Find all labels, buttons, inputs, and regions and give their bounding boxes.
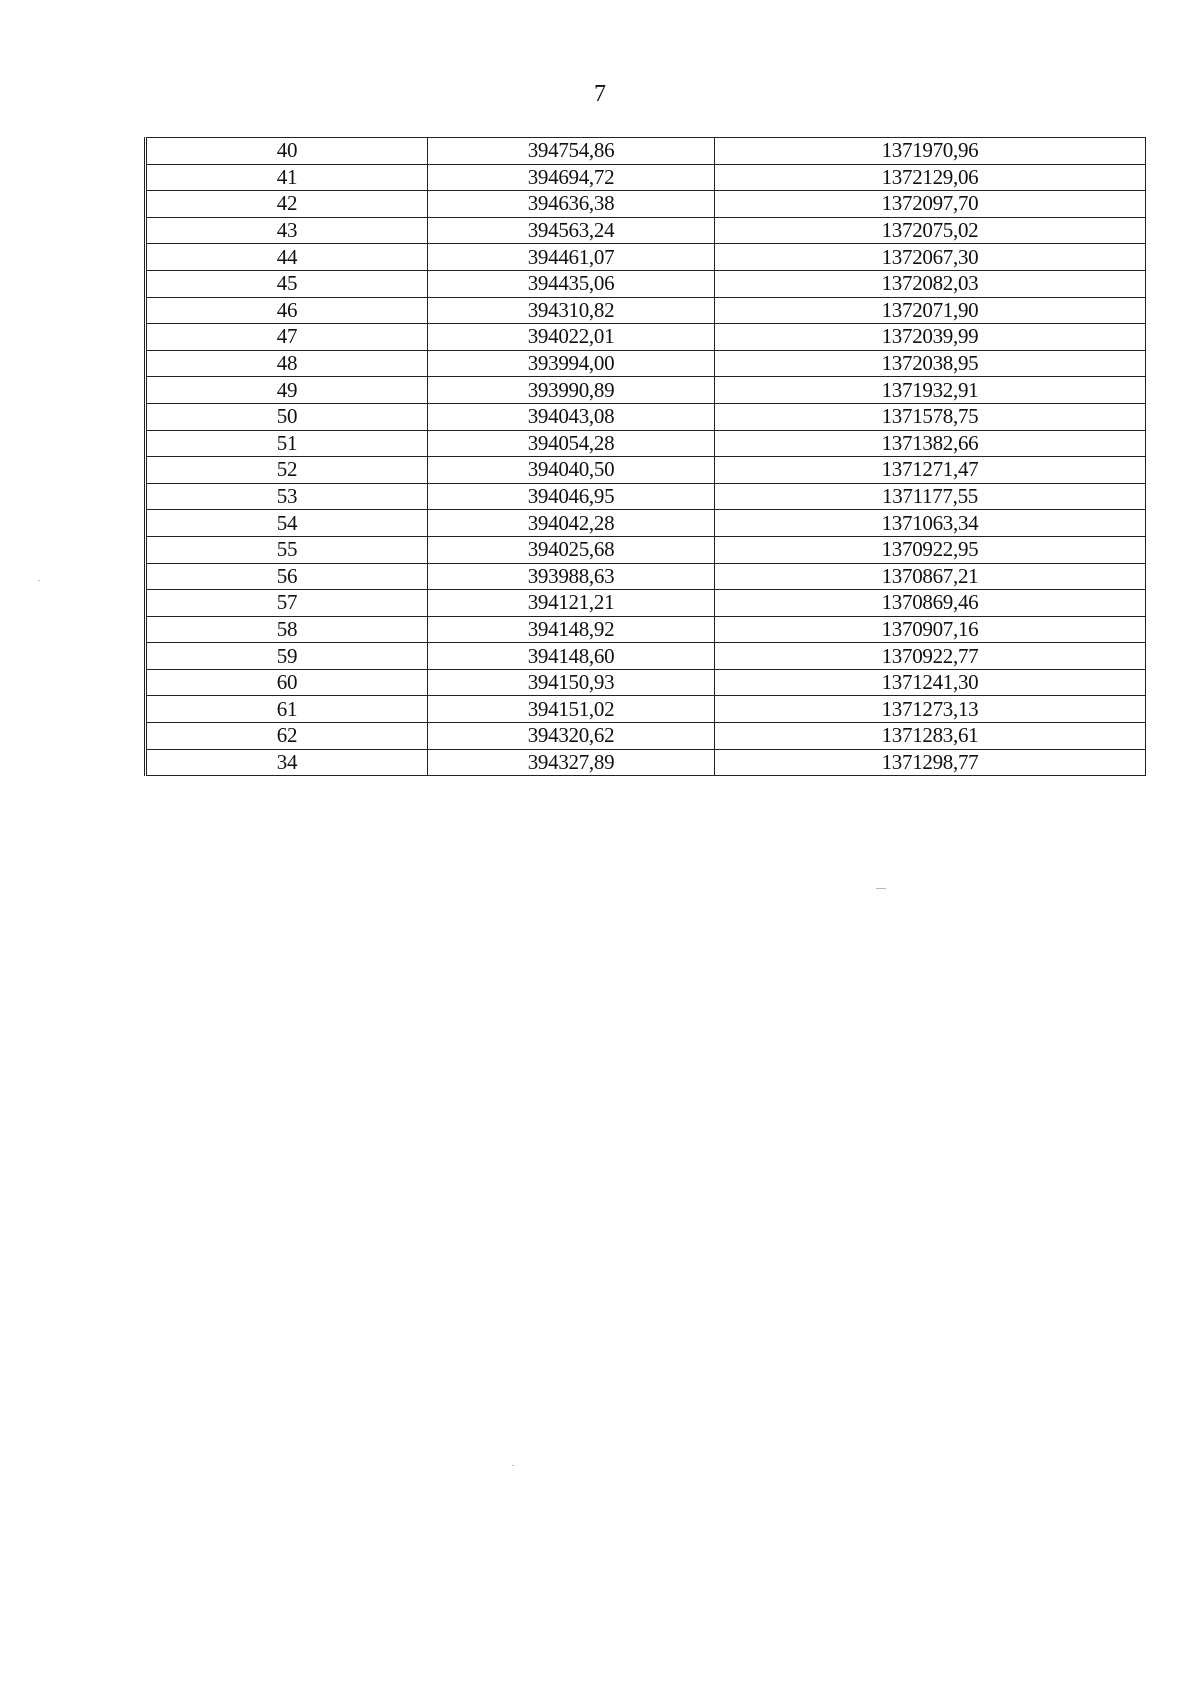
y-coordinate-cell: 1371271,47 — [715, 457, 1146, 484]
table-row — [146, 563, 1146, 590]
x-coordinate-cell: 394121,21 — [428, 590, 715, 617]
x-coordinate-cell: 393990,89 — [428, 377, 715, 404]
y-coordinate-cell: 1370907,16 — [715, 616, 1146, 643]
y-coordinate-cell: 1372039,99 — [715, 324, 1146, 351]
y-coordinate-cell: 1370922,77 — [715, 643, 1146, 670]
y-coordinate-cell: 1372082,03 — [715, 270, 1146, 297]
x-coordinate-cell: 394754,86 — [428, 138, 715, 165]
y-coordinate-cell: 1371177,55 — [715, 483, 1146, 510]
point-number-cell: 41 — [146, 164, 428, 191]
coordinates-table-body — [146, 138, 1146, 776]
point-number-cell: 56 — [146, 563, 428, 590]
x-coordinate-cell: 394310,82 — [428, 297, 715, 324]
point-number-cell: 46 — [146, 297, 428, 324]
y-coordinate-cell: 1372038,95 — [715, 350, 1146, 377]
scan-speck — [38, 580, 40, 581]
y-coordinate-cell: 1371970,96 — [715, 138, 1146, 165]
x-coordinate-cell: 394151,02 — [428, 696, 715, 723]
point-number-cell: 60 — [146, 669, 428, 696]
scan-speck — [512, 1465, 514, 1466]
x-coordinate-cell: 393988,63 — [428, 563, 715, 590]
point-number-cell: 45 — [146, 270, 428, 297]
table-row — [146, 217, 1146, 244]
point-number-cell: 53 — [146, 483, 428, 510]
y-coordinate-cell: 1372071,90 — [715, 297, 1146, 324]
x-coordinate-cell: 394040,50 — [428, 457, 715, 484]
point-number-cell: 61 — [146, 696, 428, 723]
x-coordinate-cell: 394150,93 — [428, 669, 715, 696]
y-coordinate-cell: 1371063,34 — [715, 510, 1146, 537]
point-number-cell: 59 — [146, 643, 428, 670]
y-coordinate-cell: 1371382,66 — [715, 430, 1146, 457]
x-coordinate-cell: 394148,60 — [428, 643, 715, 670]
table-row — [146, 138, 1146, 165]
table-row — [146, 643, 1146, 670]
x-coordinate-cell: 394022,01 — [428, 324, 715, 351]
table-row — [146, 749, 1146, 776]
x-coordinate-cell: 393994,00 — [428, 350, 715, 377]
point-number-cell: 49 — [146, 377, 428, 404]
page-number: 7 — [594, 81, 606, 107]
point-number-cell: 42 — [146, 191, 428, 218]
y-coordinate-cell: 1370869,46 — [715, 590, 1146, 617]
table-row — [146, 164, 1146, 191]
point-number-cell: 44 — [146, 244, 428, 271]
x-coordinate-cell: 394563,24 — [428, 217, 715, 244]
x-coordinate-cell: 394025,68 — [428, 536, 715, 563]
point-number-cell: 62 — [146, 723, 428, 750]
y-coordinate-cell: 1371578,75 — [715, 403, 1146, 430]
point-number-cell: 34 — [146, 749, 428, 776]
y-coordinate-cell: 1371273,13 — [715, 696, 1146, 723]
table-row — [146, 510, 1146, 537]
y-coordinate-cell: 1372129,06 — [715, 164, 1146, 191]
x-coordinate-cell: 394320,62 — [428, 723, 715, 750]
y-coordinate-cell: 1371241,30 — [715, 669, 1146, 696]
point-number-cell: 40 — [146, 138, 428, 165]
point-number-cell: 43 — [146, 217, 428, 244]
x-coordinate-cell: 394694,72 — [428, 164, 715, 191]
table-row — [146, 191, 1146, 218]
y-coordinate-cell: 1371283,61 — [715, 723, 1146, 750]
x-coordinate-cell: 394046,95 — [428, 483, 715, 510]
y-coordinate-cell: 1370867,21 — [715, 563, 1146, 590]
x-coordinate-cell: 394327,89 — [428, 749, 715, 776]
x-coordinate-cell: 394042,28 — [428, 510, 715, 537]
y-coordinate-cell: 1372067,30 — [715, 244, 1146, 271]
y-coordinate-cell: 1371298,77 — [715, 749, 1146, 776]
y-coordinate-cell: 1372097,70 — [715, 191, 1146, 218]
scan-speck — [876, 888, 886, 889]
x-coordinate-cell: 394636,38 — [428, 191, 715, 218]
coordinates-table — [144, 137, 1146, 776]
x-coordinate-cell: 394461,07 — [428, 244, 715, 271]
x-coordinate-cell: 394054,28 — [428, 430, 715, 457]
table-row — [146, 457, 1146, 484]
point-number-cell: 50 — [146, 403, 428, 430]
table-row — [146, 324, 1146, 351]
point-number-cell: 47 — [146, 324, 428, 351]
table-row — [146, 403, 1146, 430]
table-row — [146, 297, 1146, 324]
point-number-cell: 54 — [146, 510, 428, 537]
x-coordinate-cell: 394148,92 — [428, 616, 715, 643]
table-row — [146, 430, 1146, 457]
y-coordinate-cell: 1371932,91 — [715, 377, 1146, 404]
table-row — [146, 536, 1146, 563]
table-row — [146, 723, 1146, 750]
point-number-cell: 58 — [146, 616, 428, 643]
table-row — [146, 696, 1146, 723]
table-row — [146, 377, 1146, 404]
point-number-cell: 51 — [146, 430, 428, 457]
table-row — [146, 244, 1146, 271]
point-number-cell: 48 — [146, 350, 428, 377]
table-row — [146, 483, 1146, 510]
point-number-cell: 52 — [146, 457, 428, 484]
table-row — [146, 350, 1146, 377]
x-coordinate-cell: 394043,08 — [428, 403, 715, 430]
y-coordinate-cell: 1370922,95 — [715, 536, 1146, 563]
y-coordinate-cell: 1372075,02 — [715, 217, 1146, 244]
table-row — [146, 669, 1146, 696]
point-number-cell: 57 — [146, 590, 428, 617]
point-number-cell: 55 — [146, 536, 428, 563]
table-row — [146, 590, 1146, 617]
x-coordinate-cell: 394435,06 — [428, 270, 715, 297]
table-row — [146, 270, 1146, 297]
table-row — [146, 616, 1146, 643]
